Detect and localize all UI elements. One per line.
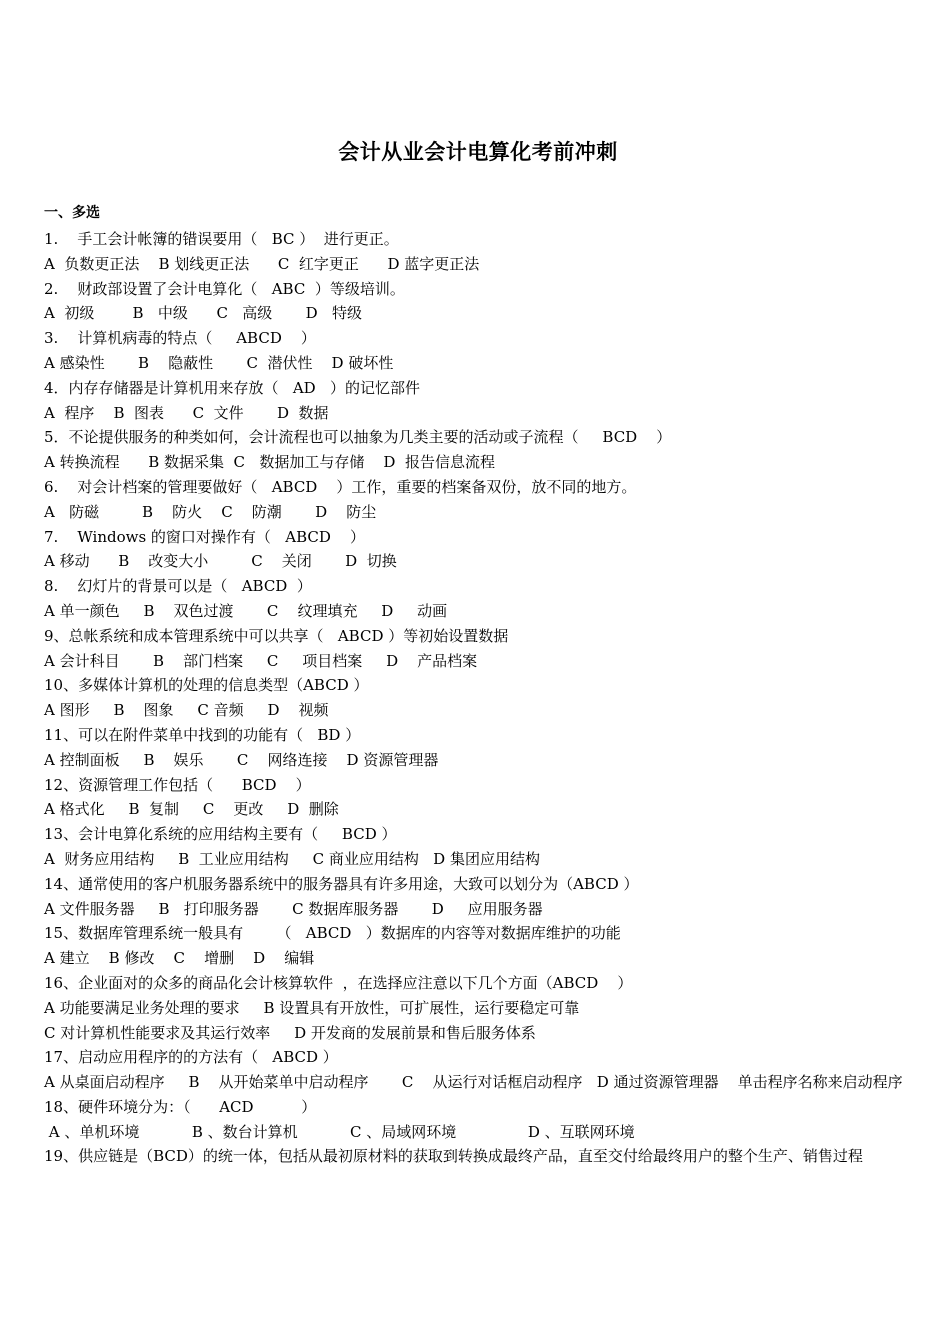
- text-line: 4．内存存储器是计算机用来存放（ AD ）的记忆部件: [44, 378, 421, 397]
- section-heading: 一、多选: [44, 205, 100, 221]
- text-line: 6. 对会计档案的管理要做好（ ABCD ）工作，重要的档案备双份，放不同的地方。: [44, 477, 637, 496]
- text-line: A 初级 B 中级 C 高级 D 特级: [44, 304, 362, 323]
- text-line: 14、通常使用的客户机服务器系统中的服务器具有许多用途，大致可以划分为（ABCD ）: [44, 874, 639, 893]
- text-line: 18、硬件环境分为：（ ACD ）: [44, 1097, 317, 1116]
- text-line: A 程序 B 图表 C 文件 D 数据: [44, 403, 329, 422]
- text-line: 8. 幻灯片的背景可以是（ ABCD ）: [44, 577, 312, 596]
- text-line: A 感染性 B 隐蔽性 C 潜伏性 D 破坏性: [44, 353, 394, 372]
- text-line: 10、多媒体计算机的处理的信息类型（ABCD ）: [44, 676, 369, 695]
- text-line: 12、资源管理工作包括（ BCD ）: [44, 775, 311, 794]
- text-line: A 图形 B 图象 C 音频 D 视频: [44, 701, 329, 720]
- text-line: 15、数据库管理系统一般具有 （ ABCD ）数据库的内容等对数据库维护的功能: [44, 924, 621, 943]
- document-title: 会计从业会计电算化考前冲刺: [338, 140, 618, 164]
- text-line: A 建立 B 修改 C 增删 D 编辑: [44, 949, 315, 968]
- text-line: A 文件服务器 B 打印服务器 C 数据库服务器 D 应用服务器: [44, 899, 543, 918]
- text-line: 9、总帐系统和成本管理系统中可以共享（ ABCD ）等初始设置数据: [44, 626, 509, 645]
- text-line: C 对计算机性能要求及其运行效率 D 开发商的发展前景和售后服务体系: [44, 1023, 536, 1042]
- text-line: 2. 财政部设置了会计电算化（ ABC ）等级培训。: [44, 279, 405, 298]
- text-line: A 单一颜色 B 双色过渡 C 纹理填充 D 动画: [44, 601, 448, 620]
- text-line: A 转换流程 B 数据采集 C 数据加工与存储 D 报告信息流程: [44, 453, 495, 472]
- text-line: A 会计科目 B 部门档案 C 项目档案 D 产品档案: [44, 651, 478, 670]
- text-line: 17、启动应用程序的的方法有（ ABCD ）: [44, 1048, 338, 1067]
- text-line: 16、企业面对的众多的商品化会计核算软件 ，在选择应注意以下几个方面（ABCD ）: [44, 973, 633, 992]
- text-line: A 负数更正法 B 划线更正法 C 红字更正 D 蓝字更正法: [44, 254, 480, 273]
- text-line: A 功能要满足业务处理的要求 B 设置具有开放性，可扩展性，运行要稳定可靠: [44, 998, 580, 1017]
- text-line: A 格式化 B 复制 C 更改 D 删除: [44, 800, 339, 819]
- text-line: 1. 手工会计帐簿的错误要用（ BC ） 进行更正。: [44, 230, 399, 248]
- text-line: A 财务应用结构 B 工业应用结构 C 商业应用结构 D 集团应用结构: [44, 849, 540, 868]
- question-list: [44, 227, 924, 1169]
- text-line: A 防磁 B 防火 C 防潮 D 防尘: [44, 502, 377, 521]
- text-line: 3. 计算机病毒的特点（ ABCD ）: [44, 329, 316, 348]
- text-line: A 、单机环境 B 、数台计算机 C 、局域网环境 D 、互联网环境: [44, 1122, 635, 1141]
- text-line: A 从桌面启动程序 B 从开始菜单中启动程序 C 从运行对话框启动程序 D 通过资源管理器 单击程序名称来启动程序: [44, 1073, 903, 1092]
- text-line: A 控制面板 B 娱乐 C 网络连接 D 资源管理器: [44, 750, 439, 769]
- text-line: 19、供应链是（BCD）的统一体，包括从最初原材料的获取到转换成最终产品，直至交付给最终用户的整个生产、销售过程: [44, 1147, 863, 1166]
- text-line: 5．不论提供服务的种类如何，会计流程也可以抽象为几类主要的活动或子流程（ BCD ）: [44, 428, 672, 447]
- text-line: A 移动 B 改变大小 C 关闭 D 切换: [44, 552, 397, 571]
- text-line: 13、会计电算化系统的应用结构主要有（ BCD ）: [44, 825, 397, 844]
- text-line: 11、可以在附件菜单中找到的功能有（ BD ）: [44, 725, 361, 744]
- text-line: 7. Windows 的窗口对操作有（ ABCD ）: [44, 527, 365, 546]
